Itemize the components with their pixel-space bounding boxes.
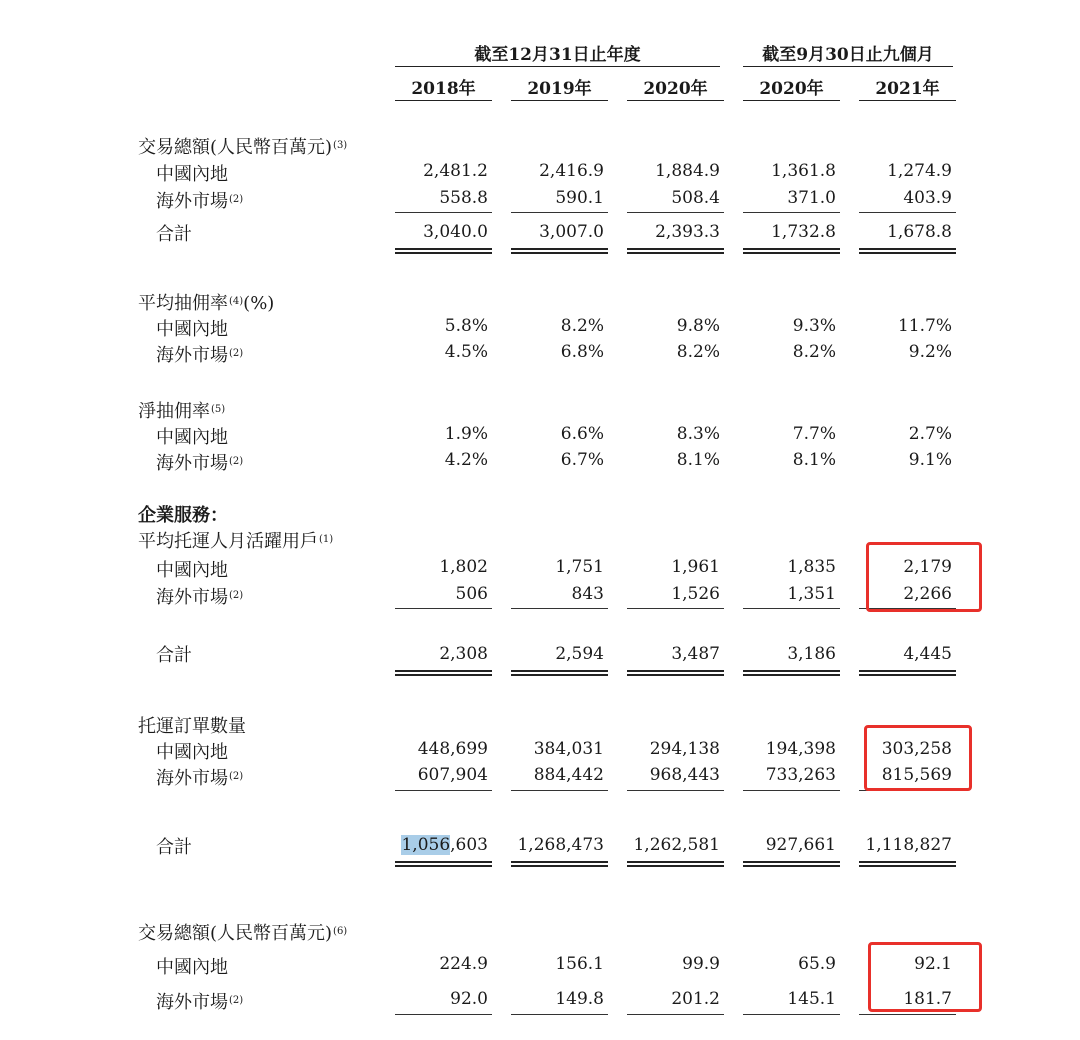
- cell: 2,481.2: [423, 161, 488, 181]
- section-heading-enterprise: 企業服務：: [138, 505, 228, 526]
- subtotal-rule: [511, 790, 608, 791]
- cell: 2,179: [903, 557, 952, 577]
- subtotal-rule: [395, 790, 492, 791]
- highlight-box: [864, 725, 972, 791]
- cell: 2.7%: [908, 424, 952, 444]
- row-label: 海外市場$^{(2)}$: [156, 453, 244, 474]
- cell: 384,031: [533, 739, 604, 759]
- cell: 1,802: [439, 557, 488, 577]
- cell: 99.9: [682, 954, 720, 974]
- total-cell: 3,040.0: [423, 222, 488, 242]
- cell: 194,398: [765, 739, 836, 759]
- cell: 607,904: [417, 765, 488, 785]
- subtotal-rule: [859, 1014, 956, 1015]
- cell: 9.2%: [908, 342, 952, 362]
- total-cell: 927,661: [765, 835, 836, 855]
- section-title-net-commission: 淨抽佣率$^{(5)}$: [138, 401, 226, 422]
- total-double-rule: [627, 248, 724, 254]
- cell: 1,751: [555, 557, 604, 577]
- subtotal-rule: [859, 212, 956, 213]
- cell: 843: [571, 584, 604, 604]
- cell: 968,443: [649, 765, 720, 785]
- subtotal-rule: [743, 1014, 840, 1015]
- cell: 590.1: [555, 188, 604, 208]
- total-double-rule: [511, 248, 608, 254]
- row-label: 海外市場$^{(2)}$: [156, 587, 244, 608]
- cell: 8.2%: [676, 342, 720, 362]
- total-double-rule: [743, 670, 840, 676]
- selected-text[interactable]: 1,056: [401, 835, 451, 855]
- row-label: 中國內地: [156, 427, 228, 448]
- cell: 201.2: [671, 989, 720, 1009]
- total-cell: 2,393.3: [655, 222, 720, 242]
- cell: 1,274.9: [887, 161, 952, 181]
- total-cell: 2,594: [555, 644, 604, 664]
- cell: 92.1: [914, 954, 952, 974]
- row-label: 中國內地: [156, 319, 228, 340]
- cell: 145.1: [787, 989, 836, 1009]
- total-label: 合計: [156, 645, 192, 666]
- cell: 149.8: [555, 989, 604, 1009]
- cell: 815,569: [881, 765, 952, 785]
- cell: 4.5%: [444, 342, 488, 362]
- total-label: 合計: [156, 837, 192, 858]
- total-double-rule: [743, 248, 840, 254]
- cell: 2,266: [903, 584, 952, 604]
- cell: 1,835: [787, 557, 836, 577]
- cell: 884,442: [533, 765, 604, 785]
- total-cell: 1,118,827: [865, 835, 952, 855]
- cell: 1,361.8: [771, 161, 836, 181]
- cell: 1,526: [671, 584, 720, 604]
- highlight-box: [868, 942, 982, 1012]
- total-cell: 1,262,581: [633, 835, 720, 855]
- cell: 303,258: [881, 739, 952, 759]
- cell: 92.0: [450, 989, 488, 1009]
- header-group-year-end: 截至12月31日止年度: [474, 45, 641, 65]
- row-label: 中國內地: [156, 742, 228, 763]
- cell: 181.7: [903, 989, 952, 1009]
- subtotal-rule: [395, 1014, 492, 1015]
- header-group-rule: [395, 66, 720, 67]
- year-rule: [511, 100, 608, 101]
- cell: 9.3%: [792, 316, 836, 336]
- total-cell: 3,007.0: [539, 222, 604, 242]
- subtotal-rule: [627, 790, 724, 791]
- row-label: 海外市場$^{(2)}$: [156, 191, 244, 212]
- section-title-gmv-2: 交易總額(人民幣百萬元)$^{(6)}$: [138, 923, 348, 944]
- year-header: 2020年: [643, 79, 708, 99]
- header-group-nine-months: 截至9月30日止九個月: [762, 45, 934, 65]
- total-double-rule: [859, 248, 956, 254]
- subtotal-rule: [511, 608, 608, 609]
- total-double-rule: [859, 861, 956, 867]
- total-double-rule: [511, 670, 608, 676]
- row-label: 中國內地: [156, 957, 228, 978]
- row-label: 海外市場$^{(2)}$: [156, 768, 244, 789]
- subtotal-rule: [511, 212, 608, 213]
- total-double-rule: [511, 861, 608, 867]
- total-label: 合計: [156, 224, 192, 245]
- total-cell: 1,268,473: [517, 835, 604, 855]
- cell: 1,961: [671, 557, 720, 577]
- section-title-gmv: 交易總額(人民幣百萬元)$^{(3)}$: [138, 137, 348, 158]
- section-title-avg-commission: 平均抽佣率$^{(4)}$(%): [138, 293, 275, 314]
- total-double-rule: [395, 861, 492, 867]
- total-cell: 2,308: [439, 644, 488, 664]
- subtotal-rule: [743, 212, 840, 213]
- cell: 294,138: [649, 739, 720, 759]
- total-double-rule: [627, 670, 724, 676]
- total-cell: 1,678.8: [887, 222, 952, 242]
- subtotal-rule: [627, 608, 724, 609]
- cell: 1.9%: [444, 424, 488, 444]
- cell: 6.7%: [560, 450, 604, 470]
- total-cell[interactable]: 1,056,603: [401, 835, 488, 855]
- cell: 403.9: [903, 188, 952, 208]
- subtotal-rule: [395, 608, 492, 609]
- cell: 5.8%: [444, 316, 488, 336]
- cell: 8.1%: [676, 450, 720, 470]
- cell: 4.2%: [444, 450, 488, 470]
- cell: 1,884.9: [655, 161, 720, 181]
- section-title-mau: 平均托運人月活躍用戶$^{(1)}$: [138, 531, 334, 552]
- row-label: 中國內地: [156, 560, 228, 581]
- year-header: 2018年: [411, 79, 476, 99]
- year-rule: [627, 100, 724, 101]
- total-double-rule: [395, 248, 492, 254]
- subtotal-rule: [511, 1014, 608, 1015]
- cell: 2,416.9: [539, 161, 604, 181]
- row-label: 海外市場$^{(2)}$: [156, 345, 244, 366]
- total-double-rule: [395, 670, 492, 676]
- subtotal-rule: [743, 608, 840, 609]
- subtotal-rule: [743, 790, 840, 791]
- cell: 733,263: [765, 765, 836, 785]
- year-rule: [395, 100, 492, 101]
- cell: 8.2%: [560, 316, 604, 336]
- year-header: 2020年: [759, 79, 824, 99]
- section-title-orders: 托運訂單數量: [138, 716, 246, 737]
- cell: 448,699: [417, 739, 488, 759]
- cell: 506: [455, 584, 488, 604]
- cell: 11.7%: [897, 316, 952, 336]
- cell: 224.9: [439, 954, 488, 974]
- year-rule: [859, 100, 956, 101]
- total-cell: 3,487: [671, 644, 720, 664]
- subtotal-rule: [627, 212, 724, 213]
- year-header: 2021年: [875, 79, 940, 99]
- header-group-rule: [743, 66, 953, 67]
- cell: 8.2%: [792, 342, 836, 362]
- total-cell: 1,732.8: [771, 222, 836, 242]
- cell: 558.8: [439, 188, 488, 208]
- cell: 1,351: [787, 584, 836, 604]
- total-double-rule: [743, 861, 840, 867]
- year-rule: [743, 100, 840, 101]
- cell: 7.7%: [792, 424, 836, 444]
- cell: 9.1%: [908, 450, 952, 470]
- cell: 9.8%: [676, 316, 720, 336]
- subtotal-rule: [395, 212, 492, 213]
- cell: 6.8%: [560, 342, 604, 362]
- total-double-rule: [859, 670, 956, 676]
- total-cell: 4,445: [903, 644, 952, 664]
- subtotal-rule: [627, 1014, 724, 1015]
- cell: 371.0: [787, 188, 836, 208]
- highlight-box: [866, 542, 982, 612]
- cell: 6.6%: [560, 424, 604, 444]
- row-label: 中國內地: [156, 164, 228, 185]
- cell: 8.3%: [676, 424, 720, 444]
- cell: 8.1%: [792, 450, 836, 470]
- row-label: 海外市場$^{(2)}$: [156, 992, 244, 1013]
- cell: 65.9: [798, 954, 836, 974]
- year-header: 2019年: [527, 79, 592, 99]
- total-cell: 3,186: [787, 644, 836, 664]
- cell: 508.4: [671, 188, 720, 208]
- total-double-rule: [627, 861, 724, 867]
- cell: 156.1: [555, 954, 604, 974]
